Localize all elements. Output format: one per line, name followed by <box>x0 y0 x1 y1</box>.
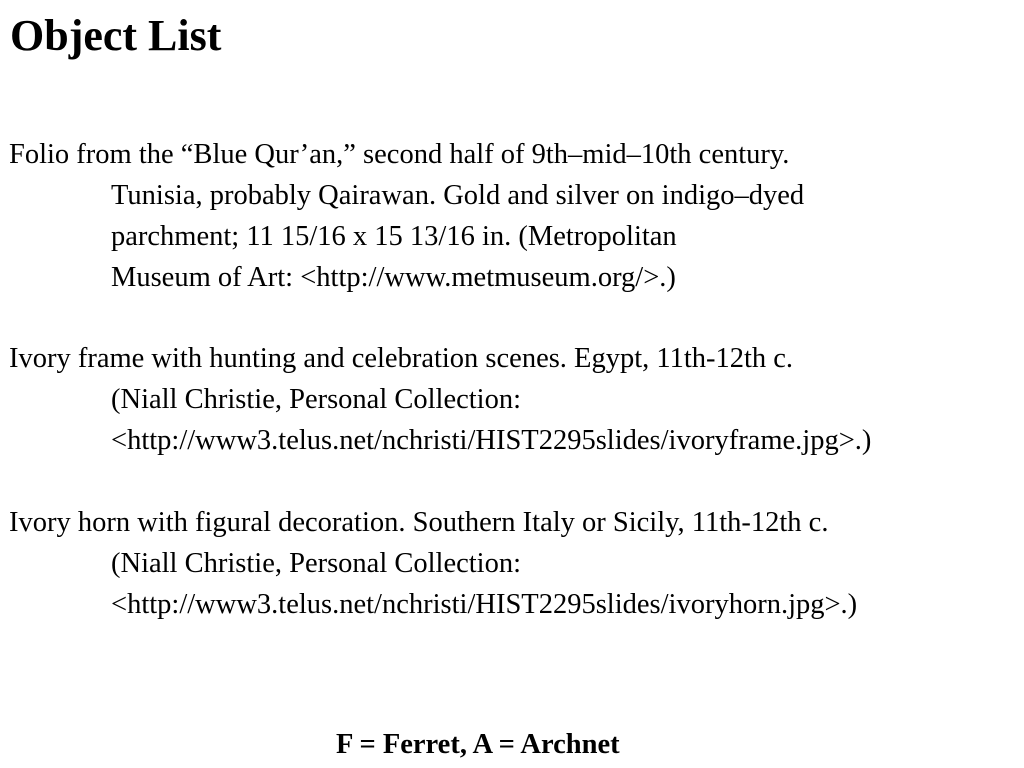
object-entry <box>9 134 804 298</box>
entry-line: Folio from the “Blue Qur’an,” second half of 9th–mid–10th century. <box>9 139 790 170</box>
entry-line: Tunisia, probably Qairawan. Gold and silver on indigo–dyed <box>111 180 805 211</box>
source-legend: F = Ferret, A = Archnet <box>336 729 620 760</box>
entry-line: <http://www3.telus.net/nchristi/HIST2295slides/ivoryhorn.jpg>.) <box>111 589 858 620</box>
entry-line: Ivory frame with hunting and celebration scenes. Egypt, 11th-12th c. <box>9 343 794 374</box>
object-entry <box>9 502 857 625</box>
entry-line: (Niall Christie, Personal Collection: <box>111 548 522 579</box>
entry-line: (Niall Christie, Personal Collection: <box>111 384 522 415</box>
entry-line: <http://www3.telus.net/nchristi/HIST2295slides/ivoryframe.jpg>.) <box>111 425 872 456</box>
entry-line: Ivory horn with figural decoration. Southern Italy or Sicily, 11th-12th c. <box>9 507 829 538</box>
object-entry <box>9 338 871 461</box>
page-title: Object List <box>10 11 222 60</box>
entry-line: Museum of Art: <http://www.metmuseum.org/>.) <box>111 262 676 293</box>
entry-line: parchment; 11 15/16 x 15 13/16 in. (Metropolitan <box>111 221 677 252</box>
